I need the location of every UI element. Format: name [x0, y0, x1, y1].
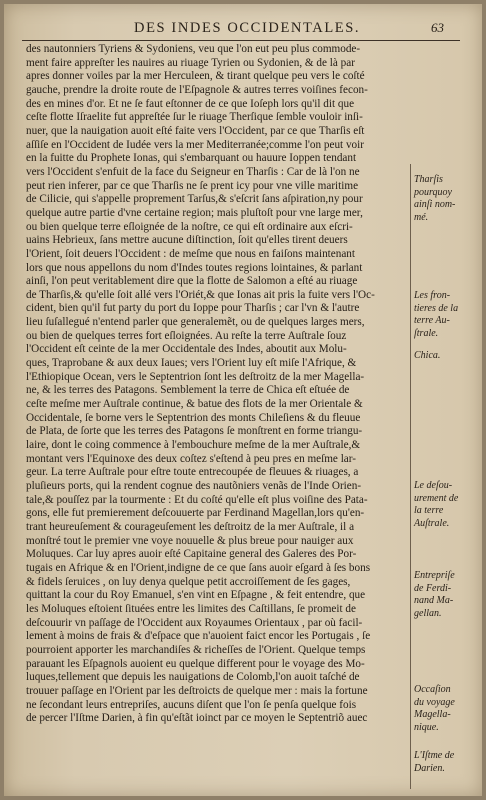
- text-line: les Moluques eſtoient ſituées entre les limites des Caſtillans, ſe promeit de: [26, 602, 356, 615]
- text-line: gons, elle fut premierement deſcouuerte par Ferdinand Magellan,lors qu'en-: [26, 507, 365, 520]
- text-line: pluſieurs ports, qui la rendent cognue des nautõniers venãs de l'Inde Orien-: [26, 480, 362, 492]
- text-line: parauant les Eſpagnols auoient eu quelque different pour le voyage des Mo-: [26, 657, 365, 670]
- text-line: tale,& pouſſez par la tourmente : Et du coſté qu'elle eſt plus voiſine des Pata-: [26, 493, 368, 506]
- text-line: de percer l'Iſtme Darien, à fin qu'eſtãt ioinct par ce moyen le Septentriõ auec: [26, 712, 368, 725]
- text-line: ou bien quelque terre eſloignée de la noſtre, ce qui eſt ordinaire aux eſcri-: [26, 220, 353, 233]
- text-line: ques, Traprobane & aux deux Iaues; vers l'Orient luy eſt miſe l'Afrique, &: [26, 357, 357, 370]
- text-line: apres donner voiles par la mer Herculeen, & tirant quelque peu vers le coſté: [26, 70, 365, 83]
- margin-note-line: urement de: [414, 492, 459, 504]
- margin-note: [414, 290, 480, 340]
- text-line: l'Occident eſt ceinte de la mer Occidentale des Indes, aboutit aux Molu-: [26, 343, 347, 356]
- text-line: de Tharſis,& qu'elle ſoit allé vers l'Oriét,& que Ionas ait pris la fuite vers l'Oc-: [26, 288, 375, 301]
- text-line: aſſiſe en l'Occident de Iudée vers la mer Mediterranée;comme l'on peut voir: [26, 138, 364, 151]
- margin-note-line: Occaſion: [414, 684, 451, 695]
- text-line: ceſte meſme mer Auſtrale continue, & batue des flots de la mer Orientale &: [26, 398, 363, 411]
- text-line: & fidels ſeruices , on luy denya quelque petit accroiſſement de ſes gages,: [26, 575, 351, 588]
- margin-note-line: la terre: [414, 505, 444, 517]
- text-line: des en mines d'or. Et ne ſe faut eſtonner de ce que Ioſeph lors qu'il dit que: [26, 97, 355, 110]
- margin-note: [414, 480, 480, 530]
- margin-note-line: de Ferdi-: [414, 582, 452, 594]
- margin-note-line: Les fron-: [414, 290, 451, 301]
- text-line: quelque autre partie d'vne certaine region; mais pluſtoſt pour vne large mer,: [26, 206, 363, 219]
- text-line: l'Orient, ſoit deuers l'Occident : de meſme que nous en faiſons maintenant: [26, 247, 355, 260]
- margin-note-line: nand Ma-: [414, 595, 454, 607]
- running-head: [34, 20, 444, 37]
- margin-note-line: pourquoy: [414, 186, 452, 198]
- running-title: DES INDES OCCIDENTALES.: [134, 20, 361, 36]
- text-line: deſcouurir vn paſſage de l'Occident aux Royaumes Orientaux , par où facil-: [26, 616, 363, 629]
- margin-note-line: Chica.: [414, 350, 441, 361]
- margin-note-line: nique.: [414, 721, 439, 733]
- text-line: tugais en Afrique & en l'Orient,indigne de ce que ſans auoir eſgard à ſes bons: [26, 561, 371, 574]
- text-line: trant heureuſement & courageuſement les deſtroitz de la mer Auſtrale, il a: [26, 520, 355, 533]
- margin-rule: [410, 164, 411, 789]
- margin-note-line: du voyage: [414, 696, 455, 708]
- body-text: [26, 43, 408, 726]
- text-line: ne ſecondant leurs entrepriſes, aucuns diſent que l'on ſe penſa quelque fois: [26, 698, 357, 711]
- margin-note-line: ſtrale.: [414, 327, 439, 339]
- text-line: Moluques. Car luy apres auoir eſté Capitaine general des Galeres des Por-: [26, 548, 357, 561]
- margin-note: [414, 684, 480, 734]
- margin-note-line: mé.: [414, 211, 429, 223]
- margin-note: [414, 350, 480, 363]
- margin-note: [414, 174, 480, 224]
- text-line: ne, & les terres des Patagons. Semblement la terre de Chica eſt eſtuée de: [26, 384, 350, 397]
- text-line: ou bien de quelques terres fort eſloignées. Au reſte la terre Auſtrale ſouz: [26, 329, 347, 342]
- text-line: lieu ſuſallegué n'entend parler que generalemẽt, ou de quelques larges mers,: [26, 316, 365, 329]
- margin-note-line: Magella-: [414, 709, 451, 721]
- margin-note-line: Le deſou-: [414, 480, 453, 491]
- margin-note-line: Darien.: [414, 762, 445, 774]
- text-line: pourroient apporter les marchandiſes & richeſſes de l'Orient. Quelque temps: [26, 643, 366, 656]
- text-line: trouuer paſſage en l'Orient par les deſtroicts de quelque mer : mais la fortune: [26, 684, 368, 697]
- text-line: cident, bien qu'il fut party du port du Ioppe pour Tharſis ; car l'vn & l'autre: [26, 302, 360, 315]
- text-line: de Cilicie, qui s'appelle proprement Tarſus,& s'eſcrit ſans aſpiration,ny pour: [26, 193, 363, 206]
- margin-note-line: Entrepriſe: [414, 570, 455, 581]
- text-line: des nautonniers Tyriens & Sydoniens, veu que l'on eut peu plus commode-: [26, 43, 361, 55]
- text-line: uains Hebrieux, ſans mettre aucune diſtinction, ſoit qu'elles tirent deuers: [26, 234, 348, 247]
- text-line: geur. La terre Auſtrale pour eſtre toute entrecoupée de fleuues & riuages, a: [26, 466, 359, 479]
- text-line: lement à moins de frais & d'eſpace que n'auoient faict encor les Portugais , ſe: [26, 630, 371, 643]
- text-line: luques,tellement que depuis les nauigations de Colomb,l'on auoit taſché de: [26, 671, 360, 684]
- header-rule: [22, 40, 460, 41]
- text-line: en la fuitte du Prophete Ionas, qui s'embarquant ou hauure Ioppen tendant: [26, 152, 357, 165]
- text-line: vers l'Occident s'enfuit de la face du Seigneur en Tharſis : Car de là l'on ne: [26, 165, 360, 178]
- text-line: montant vers l'Equinoxe des deux coſtez s'eſtend à peu pres en meſme lar-: [26, 452, 356, 465]
- margin-note-line: gellan.: [414, 607, 442, 619]
- text-line: ment faire appreſter les nauires au riuage Tyrien ou Sydonien, & de là par: [26, 56, 355, 69]
- margin-note: [414, 750, 480, 775]
- text-line: l'Ethiopique Ocean, vers le Septentrion ſont les deſtroitz de la mer Magella-: [26, 370, 365, 383]
- margin-note-line: Auſtrale.: [414, 517, 450, 529]
- text-line: peut rien inferer, par ce que Tharſis ne ſe prent icy pour vne ville maritime: [26, 179, 359, 192]
- margin-note-line: tieres de la: [414, 302, 459, 314]
- text-line: ainſi, l'on peut veritablement dire que la flotte de Salomon a eſté au riuage: [26, 275, 358, 288]
- margin-note-line: ainſi nom-: [414, 199, 456, 211]
- text-line: de Plata, de ſorte que les terres des Patagons ſe monſtrent en forme triangu-: [26, 425, 363, 438]
- text-line: gauche, prendre la droite route de l'Eſpagnole & autres terres voiſines fecon-: [26, 83, 368, 96]
- page-number: 63: [431, 20, 444, 35]
- text-line: quittant la cour du Roy Emanuel, s'en vint en Eſpagne , & feit entendre, que: [26, 589, 366, 602]
- margin-note-line: Tharſis: [414, 174, 443, 185]
- text-line: nuer, que la nauigation auoit eſté faite vers l'Occident, par ce que Tharſis eſt: [26, 124, 365, 137]
- margin-note-line: L'Iſtme de: [414, 750, 455, 761]
- text-line: ceſte flotte Iſraelite fut appreſtée ſur le riuage Therſique ſemble vouloir inſi-: [26, 111, 363, 124]
- text-line: laire, dont le coing commence à l'embouchure meſme de la mer Auſtrale,&: [26, 439, 361, 452]
- text-line: monſtré tout le premier vne voye nouuelle & plus breue pour nauiger aux: [26, 534, 354, 547]
- margin-note: [414, 570, 480, 620]
- book-page: [4, 4, 482, 796]
- margin-note-line: terre Au-: [414, 315, 450, 327]
- text-line: lors que nous appellons du nom d'Indes toutes regions lointaines, & parlant: [26, 261, 363, 274]
- text-line: Occidentale, ſe borne vers le Septentrion des monts Chileſiens & du fleuue: [26, 411, 361, 424]
